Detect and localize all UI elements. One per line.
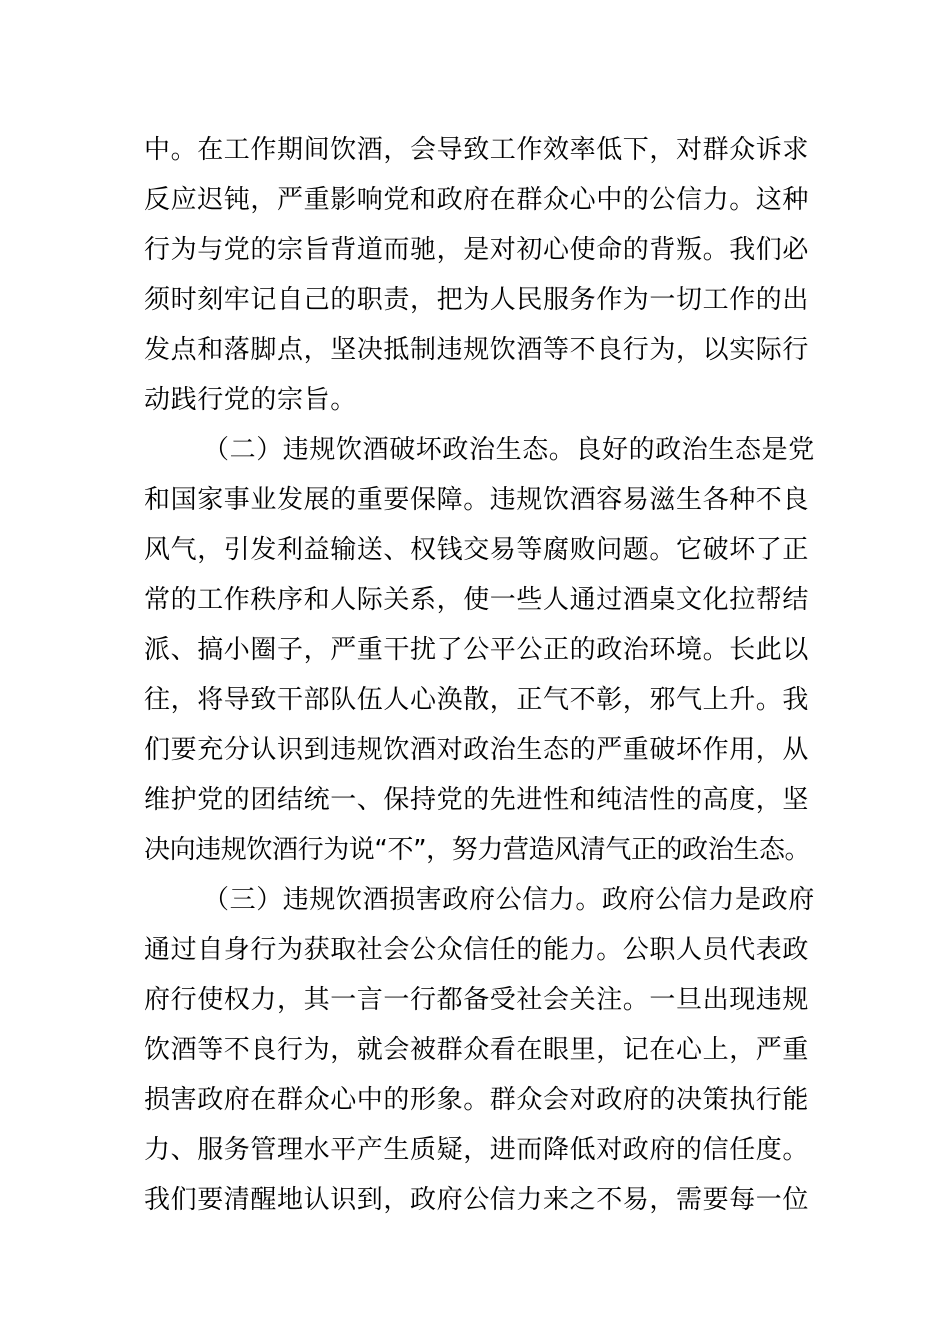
text-line: 常的工作秩序和人际关系，使一些人通过酒桌文化拉帮结	[144, 585, 810, 615]
text-line: 我们要清醒地认识到，政府公信力来之不易，需要每一位	[144, 1185, 810, 1215]
text-line: 通过自身行为获取社会公众信任的能力。公职人员代表政	[144, 935, 810, 965]
text-line: 维护党的团结统一、保持党的先进性和纯洁性的高度，坚	[144, 785, 810, 815]
text-line: 风气，引发利益输送、权钱交易等腐败问题。它破坏了正	[144, 535, 810, 565]
text-line: 损害政府在群众心中的形象。群众会对政府的决策执行能	[144, 1085, 810, 1115]
text-line: 府行使权力，其一言一行都备受社会关注。一旦出现违规	[144, 985, 810, 1015]
text-line: 反应迟钝，严重影响党和政府在群众心中的公信力。这种	[144, 185, 810, 215]
text-line: 中。在工作期间饮酒，会导致工作效率低下，对群众诉求	[144, 135, 810, 165]
text-line: 动践行党的宗旨。	[144, 385, 357, 415]
text-line: 和国家事业发展的重要保障。违规饮酒容易滋生各种不良	[144, 485, 810, 515]
text-line: 们要充分认识到违规饮酒对政治生态的严重破坏作用，从	[144, 735, 810, 765]
text-line: 发点和落脚点，坚决抵制违规饮酒等不良行为，以实际行	[144, 335, 810, 365]
section-heading-line: （三）违规饮酒损害政府公信力。政府公信力是政府	[203, 885, 815, 915]
text-line: 须时刻牢记自己的职责，把为人民服务作为一切工作的出	[144, 285, 810, 315]
text-line: 往，将导致干部队伍人心涣散，正气不彰，邪气上升。我	[144, 685, 810, 715]
text-line: 行为与党的宗旨背道而驰，是对初心使命的背叛。我们必	[144, 235, 810, 265]
text-line: 饮酒等不良行为，就会被群众看在眼里，记在心上，严重	[144, 1035, 810, 1065]
text-line: 力、服务管理水平产生质疑，进而降低对政府的信任度。	[144, 1135, 810, 1165]
text-line: 派、搞小圈子，严重干扰了公平公正的政治环境。长此以	[144, 635, 810, 665]
text-line: 决向违规饮酒行为说“不”，努力营造风清气正的政治生态。	[144, 835, 811, 865]
section-heading-line: （二）违规饮酒破坏政治生态。良好的政治生态是党	[203, 435, 815, 465]
